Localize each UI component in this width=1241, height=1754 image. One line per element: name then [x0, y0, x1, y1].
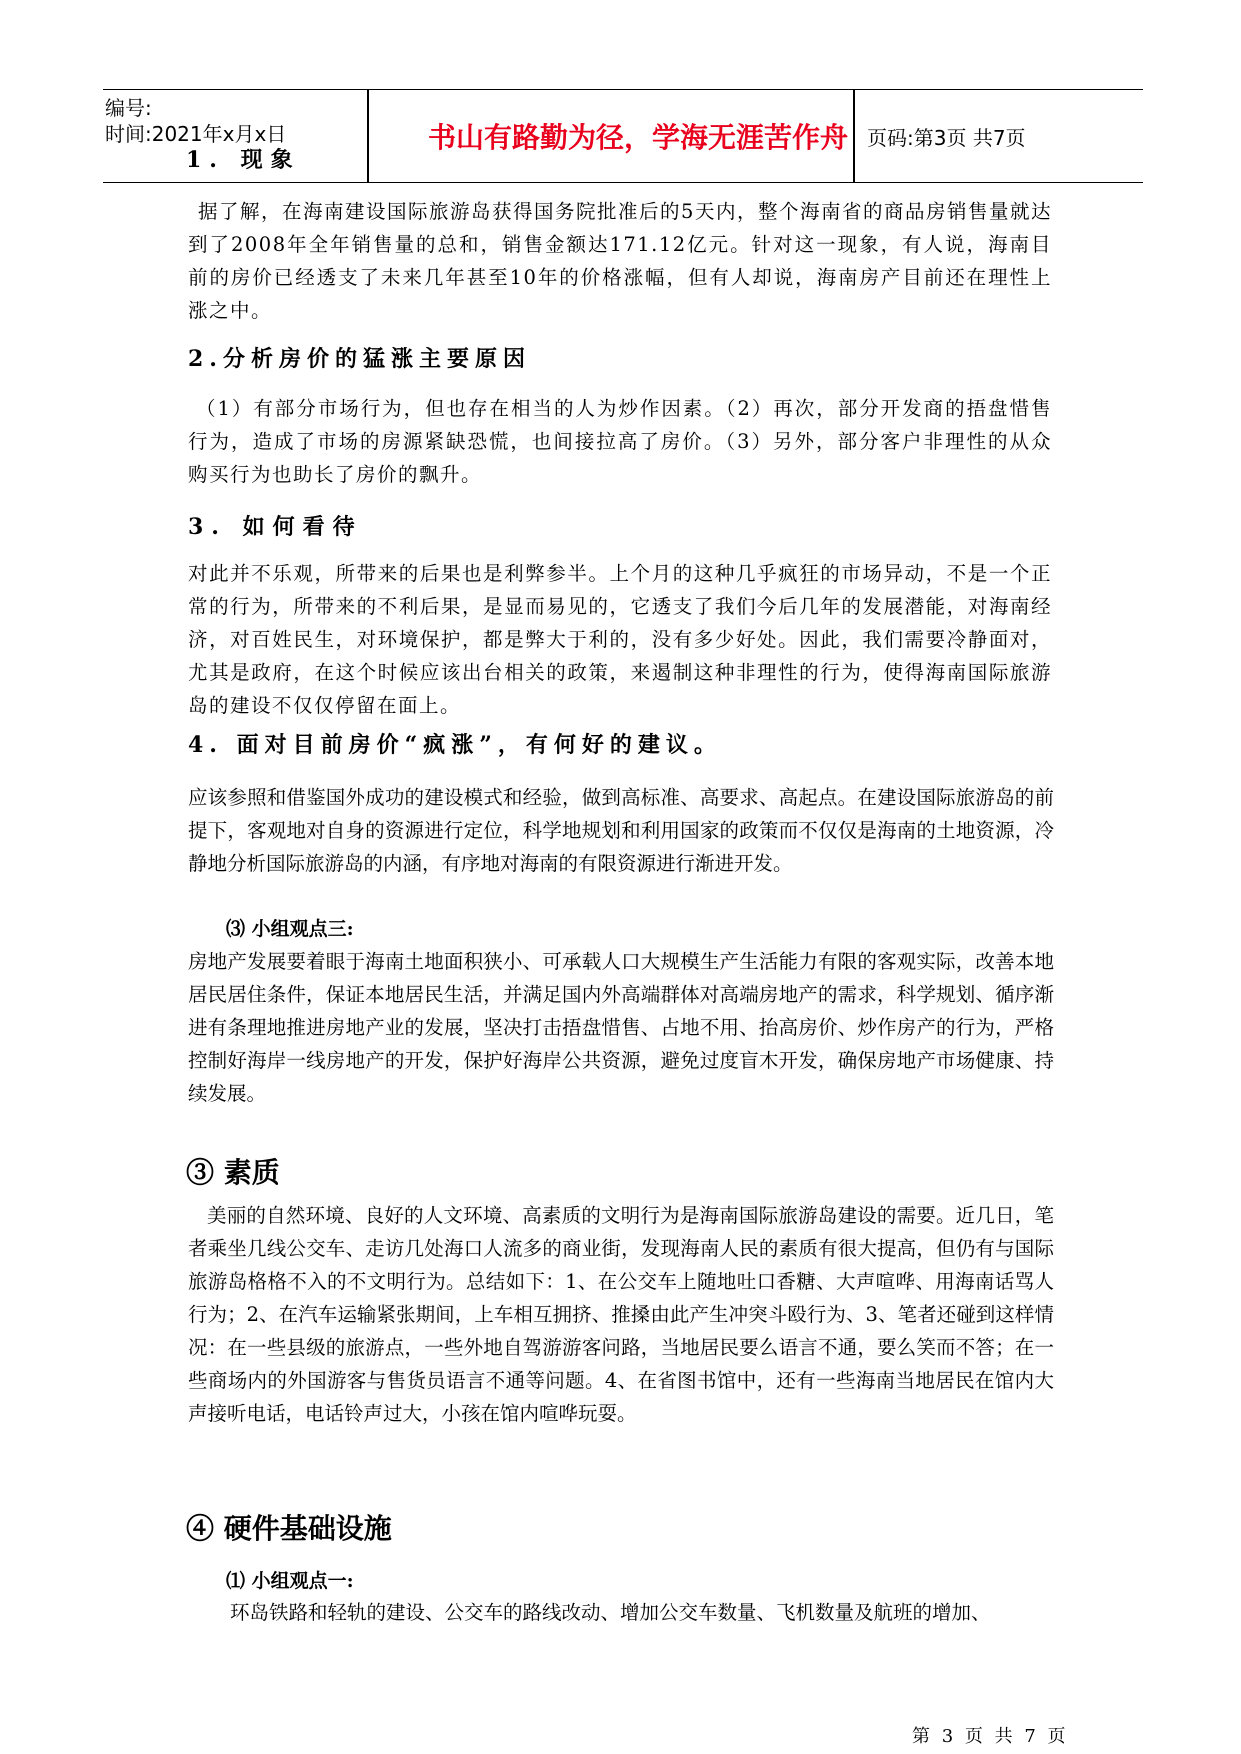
section4-heading: 4. 面对目前房价“疯涨”，有何好的建议。 — [188, 732, 722, 758]
section2-paragraph: （1）有部分市场行为，但也存在相当的人为炒作因素。（2）再次，部分开发商的捂盘惜售行为，造成了市场的房源紧缺恐慌，也间接拉高了房价。（3）另外，部分客户非理性的从众购买行为也助长了房价的飘升。 — [188, 397, 1052, 486]
header-divider-left — [367, 90, 369, 182]
header-page-info: 页码:第3页 共7页 — [867, 126, 1026, 150]
section3-heading: 3. 如何看待 — [188, 514, 363, 540]
header-divider-right — [853, 90, 855, 182]
quality-paragraph: 美丽的自然环境、良好的人文环境、高素质的文明行为是海南国际旅游岛建设的需要。近几日，笔者乘坐几线公交车、走访几处海口人流多的商业街，发现海南人民的素质有很大提高，但仍有与国际旅游岛格格不入的不文明行为。总结如下：1、在公交车上随地吐口香糖、大声喧哗、用海南话骂人行为；2、在汽车运输紧张期间，上车相互拥挤、推搡由此产生冲突斗殴行为、3、笔者还碰到这样情况：在一些县级的旅游点，一些外地自驾游游客问路，当地居民要么语言不通，要么笑而不答；在一些商场内的外国游客与售货员语言不通等问题。4、在省图书馆中，还有一些海南当地居民在馆内大声接听电话，电话铃声过大，小孩在馆内喧哗玩耍。 — [188, 1204, 1054, 1425]
section4-paragraph: 应该参照和借鉴国外成功的建设模式和经验，做到高标准、高要求、高起点。在建设国际旅游岛的前提下，客观地对自身的资源进行定位，科学地规划和利用国家的政策而不仅仅是海南的土地资源，冷静地分析国际旅游岛的内涵，有序地对海南的有限资源进行渐进开发。 — [188, 786, 1054, 875]
header-motto: 书山有路勤为径，学海无涯苦作舟 — [427, 121, 848, 154]
hardware-heading: ④ 硬件基础设施 — [186, 1512, 392, 1545]
quality-heading: ③ 素质 — [186, 1156, 280, 1189]
group1-paragraph: 环岛铁路和轻轨的建设、公交车的路线改动、增加公交车数量、飞机数量及航班的增加、 — [230, 1601, 991, 1624]
section1-paragraph: 据了解，在海南建设国际旅游岛获得国务院批准后的5天内，整个海南省的商品房销售量就达到了2008年全年销售量的总和，销售金额达171.12亿元。针对这一现象，有人说，海南目前的房价已经透支了未来几年甚至10年的价格涨幅，但有人却说，海南房产目前还在理性上涨之中。 — [188, 200, 1052, 322]
section1-heading: 1. 现象 — [186, 147, 301, 173]
document-number-label: 编号: — [105, 96, 152, 120]
document-time-label: 时间:2021年x月x日 — [105, 122, 287, 146]
group3-paragraph: 房地产发展要着眼于海南土地面积狭小、可承载人口大规模生产生活能力有限的客观实际，改善本地居民居住条件，保证本地居民生活，并满足国内外高端群体对高端房地产的需求，科学规划、循序渐进有条理地推进房地产业的发展，坚决打击捂盘惜售、占地不用、抬高房价、炒作房产的行为，严格控制好海岸一线房地产的开发，保护好海岸公共资源，避免过度盲木开发，确保房地产市场健康、持续发展。 — [188, 950, 1054, 1105]
page-footer: 第 3 页 共 7 页 — [912, 1726, 1069, 1747]
section2-heading: 2.分析房价的猛涨主要原因 — [188, 346, 531, 372]
section3-paragraph: 对此并不乐观，所带来的后果也是利弊参半。上个月的这种几乎疯狂的市场异动，不是一个正常的行为，所带来的不利后果，是显而易见的，它透支了我们今后几年的发展潜能，对海南经济，对百姓民生，对环境保护，都是弊大于利的，没有多少好处。因此，我们需要冷静面对，尤其是政府，在这个时候应该出台相关的政策，来遏制这种非理性的行为，使得海南国际旅游岛的建设不仅仅停留在面上。 — [188, 562, 1052, 717]
group1-heading: ⑴ 小组观点一: — [226, 1570, 354, 1592]
group3-heading: ⑶ 小组观点三: — [226, 918, 354, 940]
